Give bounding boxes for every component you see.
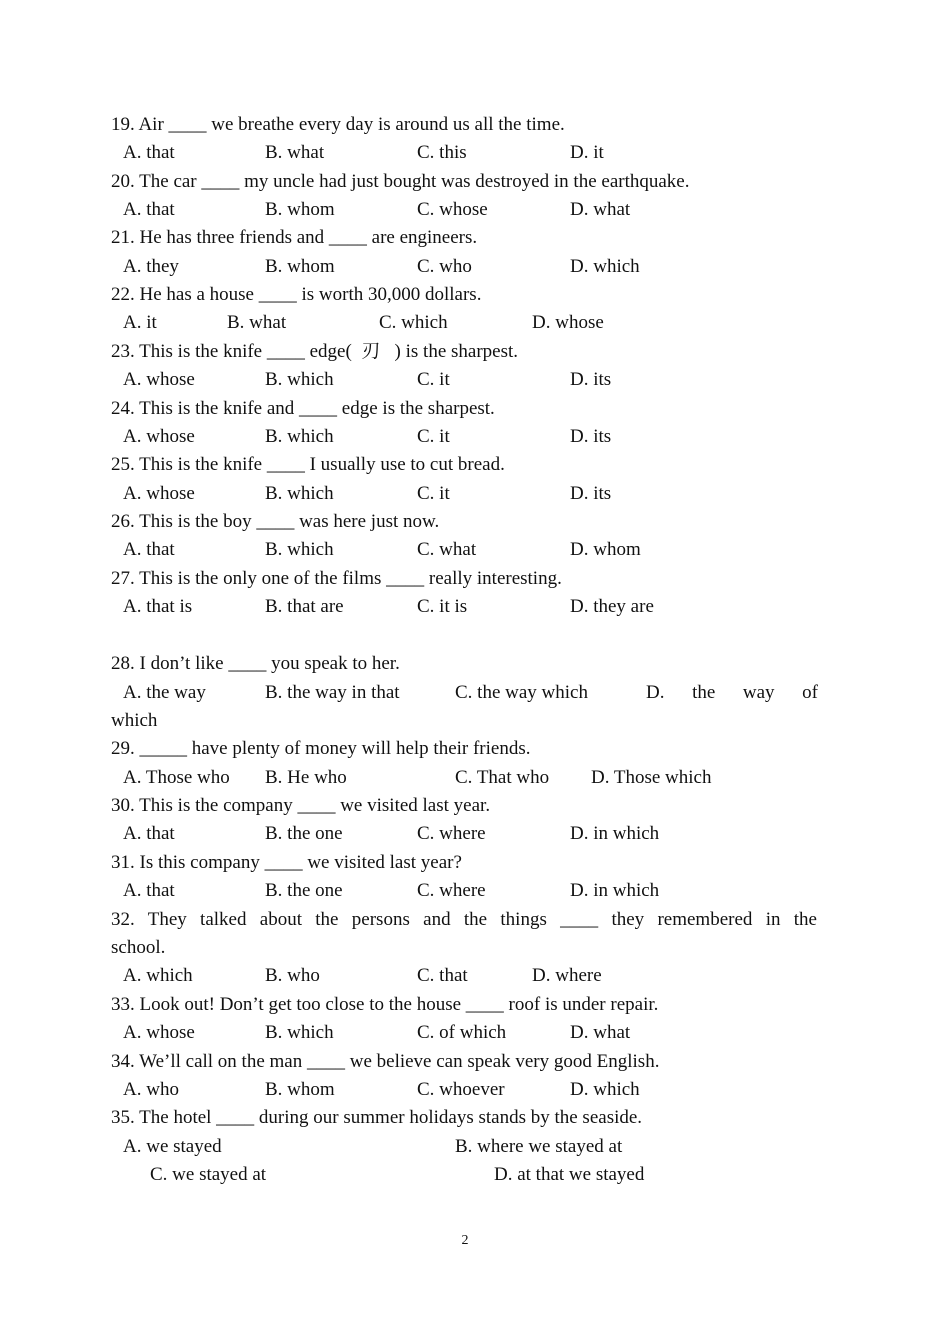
question-29-option-a: A. Those who	[123, 767, 230, 788]
question-24-option-d: D. its	[570, 426, 612, 447]
question-23-option-a: A. whose	[123, 369, 195, 390]
question-19-option-c: C. this	[417, 142, 467, 163]
question-20-option-c: C. whose	[417, 199, 488, 220]
question-22-option-c: C. which	[379, 312, 448, 333]
question-34-option-b: B. whom	[265, 1079, 335, 1100]
question-32-stem: 32. They talked about the persons and the things ____ they remembered in the	[111, 909, 817, 930]
question-35-option-d: D. at that we stayed	[494, 1164, 645, 1185]
question-27-option-b: B. that are	[265, 596, 344, 617]
question-29-option-b: B. He who	[265, 767, 347, 788]
question-28-option-b: B. the way in that	[265, 682, 400, 703]
question-20-option-b: B. whom	[265, 199, 335, 220]
question-27-option-d: D. they are	[570, 596, 654, 617]
question-24-option-a: A. whose	[123, 426, 195, 447]
question-24-option-c: C. it	[417, 426, 450, 447]
question-24-stem: 24. This is the knife and ____ edge is the sharpest.	[111, 398, 495, 419]
question-27-stem: 27. This is the only one of the films ____ really interesting.	[111, 568, 562, 589]
question-22-option-a: A. it	[123, 312, 157, 333]
question-23-option-b: B. which	[265, 369, 334, 390]
question-31-option-c: C. where	[417, 880, 486, 901]
question-21-option-a: A. they	[123, 256, 179, 277]
question-34-option-d: D. which	[570, 1079, 640, 1100]
question-32-option-b: B. who	[265, 965, 320, 986]
question-35-stem: 35. The hotel ____ during our summer holidays stands by the seaside.	[111, 1107, 643, 1128]
question-21-option-c: C. who	[417, 256, 472, 277]
question-29-option-c: C. That who	[455, 767, 550, 788]
question-32-option-d: D. where	[532, 965, 602, 986]
question-33-option-b: B. which	[265, 1022, 334, 1043]
question-25-stem: 25. This is the knife ____ I usually use to cut bread.	[111, 454, 505, 475]
question-33-option-c: C. of which	[417, 1022, 507, 1043]
question-33-option-a: A. whose	[123, 1022, 195, 1043]
question-34-stem: 34. We’ll call on the man ____ we believe can speak very good English.	[111, 1051, 660, 1072]
question-28-option-d: D. the way of	[646, 682, 818, 703]
question-26-stem: 26. This is the boy ____ was here just now.	[111, 511, 440, 532]
question-31-option-d: D. in which	[570, 880, 660, 901]
question-26-option-c: C. what	[417, 539, 477, 560]
question-20-stem: 20. The car ____ my uncle had just bought was destroyed in the earthquake.	[111, 171, 690, 192]
question-32-option-a: A. which	[123, 965, 193, 986]
question-26-option-b: B. which	[265, 539, 334, 560]
question-30-stem: 30. This is the company ____ we visited last year.	[111, 795, 491, 816]
question-28-option-c: C. the way which	[455, 682, 588, 703]
question-30-option-a: A. that	[123, 823, 175, 844]
question-25-option-d: D. its	[570, 483, 612, 504]
question-31-option-a: A. that	[123, 880, 175, 901]
question-23-stem: 23. This is the knife ____ edge( 刃 ) is the sharpest.	[111, 341, 519, 362]
question-30-option-c: C. where	[417, 823, 486, 844]
question-28-stem: 28. I don’t like ____ you speak to her.	[111, 653, 400, 674]
question-19-option-d: D. it	[570, 142, 604, 163]
question-32-stem-continued: school.	[111, 937, 166, 958]
question-25-option-c: C. it	[417, 483, 450, 504]
question-33-stem: 33. Look out! Don’t get too close to the house ____ roof is under repair.	[111, 994, 659, 1015]
question-35-option-c: C. we stayed at	[150, 1164, 267, 1185]
question-22-stem: 22. He has a house ____ is worth 30,000 dollars.	[111, 284, 482, 305]
question-35-option-a: A. we stayed	[123, 1136, 222, 1157]
question-21-stem: 21. He has three friends and ____ are engineers.	[111, 227, 478, 248]
question-31-stem: 31. Is this company ____ we visited last year?	[111, 852, 462, 873]
question-34-option-c: C. whoever	[417, 1079, 505, 1100]
question-28-option-d-continued: which	[111, 710, 158, 731]
question-23-option-c: C. it	[417, 369, 450, 390]
question-22-option-d: D. whose	[532, 312, 604, 333]
question-21-option-b: B. whom	[265, 256, 335, 277]
question-32-option-c: C. that	[417, 965, 468, 986]
question-28-option-a: A. the way	[123, 682, 206, 703]
question-20-option-d: D. what	[570, 199, 631, 220]
question-21-option-d: D. which	[570, 256, 640, 277]
question-19-option-a: A. that	[123, 142, 175, 163]
question-20-option-a: A. that	[123, 199, 175, 220]
question-27-option-c: C. it is	[417, 596, 468, 617]
question-29-stem: 29. _____ have plenty of money will help their friends.	[111, 738, 531, 759]
question-26-option-d: D. whom	[570, 539, 641, 560]
question-30-option-b: B. the one	[265, 823, 343, 844]
question-30-option-d: D. in which	[570, 823, 660, 844]
page-number: 2	[461, 1233, 469, 1248]
question-35-option-b: B. where we stayed at	[455, 1136, 623, 1157]
question-27-option-a: A. that is	[123, 596, 193, 617]
question-34-option-a: A. who	[123, 1079, 179, 1100]
question-29-option-d: D. Those which	[591, 767, 712, 788]
question-25-option-a: A. whose	[123, 483, 195, 504]
question-31-option-b: B. the one	[265, 880, 343, 901]
question-19-stem: 19. Air ____ we breathe every day is around us all the time.	[111, 114, 565, 135]
question-26-option-a: A. that	[123, 539, 175, 560]
question-19-option-b: B. what	[265, 142, 325, 163]
question-24-option-b: B. which	[265, 426, 334, 447]
question-23-option-d: D. its	[570, 369, 612, 390]
question-33-option-d: D. what	[570, 1022, 631, 1043]
question-22-option-b: B. what	[227, 312, 287, 333]
question-25-option-b: B. which	[265, 483, 334, 504]
